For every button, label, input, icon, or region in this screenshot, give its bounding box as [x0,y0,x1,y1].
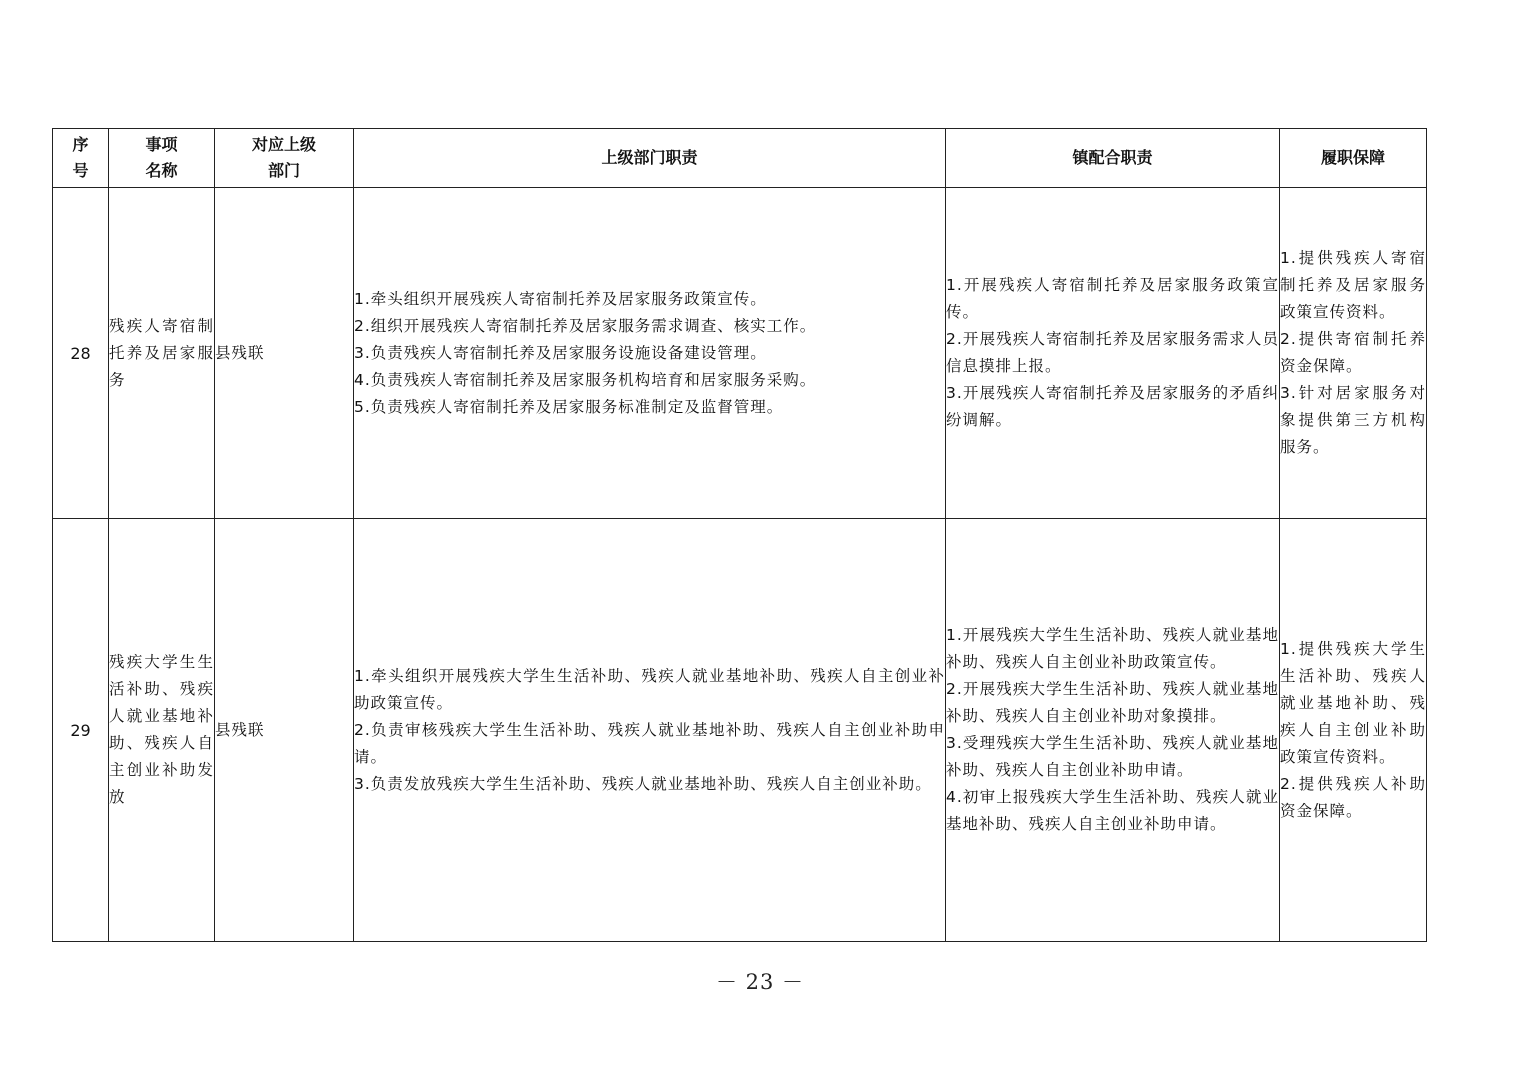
duty-line: 3.开展残疾人寄宿制托养及居家服务的矛盾纠纷调解。 [946,384,1279,429]
table-row [53,188,1427,519]
duty-line: 1.牵头组织开展残疾大学生生活补助、残疾人就业基地补助、残疾人自主创业补助政策宣传。 [354,666,945,712]
duty-line: 4.负责残疾人寄宿制托养及居家服务机构培育和居家服务采购。 [354,370,817,389]
support-line: 1.提供残疾大学生生活补助、残疾人就业基地补助、残疾人自主创业补助政策宣传资料。 [1280,639,1426,766]
table-row [53,519,1427,942]
row-item-name: 残疾人寄宿制托养及居家服务 [109,188,215,519]
duty-line: 2.负责审核残疾大学生生活补助、残疾人就业基地补助、残疾人自主创业补助申请。 [354,720,945,766]
duty-line: 3.受理残疾大学生生活补助、残疾人就业基地补助、残疾人自主创业补助申请。 [946,734,1279,779]
header-upper-duties: 上级部门职责 [354,129,946,188]
duty-line: 2.开展残疾大学生生活补助、残疾人就业基地补助、残疾人自主创业补助对象摸排。 [946,680,1279,725]
duty-line: 5.负责残疾人寄宿制托养及居家服务标准制定及监督管理。 [354,397,784,416]
row-seq: 28 [53,188,109,519]
support-line: 3.针对居家服务对象提供第三方机构服务。 [1280,384,1426,456]
row-support [1280,188,1427,519]
header-upper-dept: 对应上级 部门 [215,129,354,188]
support-line: 2.提供残疾人补助资金保障。 [1280,774,1426,820]
support-line: 2.提供寄宿制托养资金保障。 [1280,330,1426,375]
row-item-name: 残疾大学生生活补助、残疾人就业基地补助、残疾人自主创业补助发放 [109,519,215,942]
support-line: 1.提供残疾人寄宿制托养及居家服务政策宣传资料。 [1280,249,1426,321]
row-town-duties [946,519,1280,942]
header-support: 履职保障 [1280,129,1427,188]
duty-line: 1.开展残疾人寄宿制托养及居家服务政策宣传。 [946,276,1279,321]
duty-line: 4.初审上报残疾大学生生活补助、残疾人就业基地补助、残疾人自主创业补助申请。 [946,788,1279,833]
row-upper-dept: 县残联 [215,519,354,942]
duty-line: 1.牵头组织开展残疾人寄宿制托养及居家服务政策宣传。 [354,289,767,308]
duty-line: 2.开展残疾人寄宿制托养及居家服务需求人员信息摸排上报。 [946,330,1279,375]
row-support [1280,519,1427,942]
row-upper-duties [354,188,946,519]
row-upper-dept: 县残联 [215,188,354,519]
header-item-name: 事项 名称 [109,129,215,188]
table-header-row [53,129,1427,188]
duty-line: 3.负责残疾人寄宿制托养及居家服务设施设备建设管理。 [354,343,767,362]
header-seq: 序 号 [53,129,109,188]
duty-line: 1.开展残疾大学生生活补助、残疾人就业基地补助、残疾人自主创业补助政策宣传。 [946,626,1279,671]
row-upper-duties [354,519,946,942]
page-number: － 23 － [715,970,805,994]
duty-line: 2.组织开展残疾人寄宿制托养及居家服务需求调查、核实工作。 [354,316,817,335]
row-seq: 29 [53,519,109,942]
row-town-duties [946,188,1280,519]
duty-line: 3.负责发放残疾大学生生活补助、残疾人就业基地补助、残疾人自主创业补助。 [354,774,932,793]
duty-table [52,128,1427,942]
header-town-duties: 镇配合职责 [946,129,1280,188]
